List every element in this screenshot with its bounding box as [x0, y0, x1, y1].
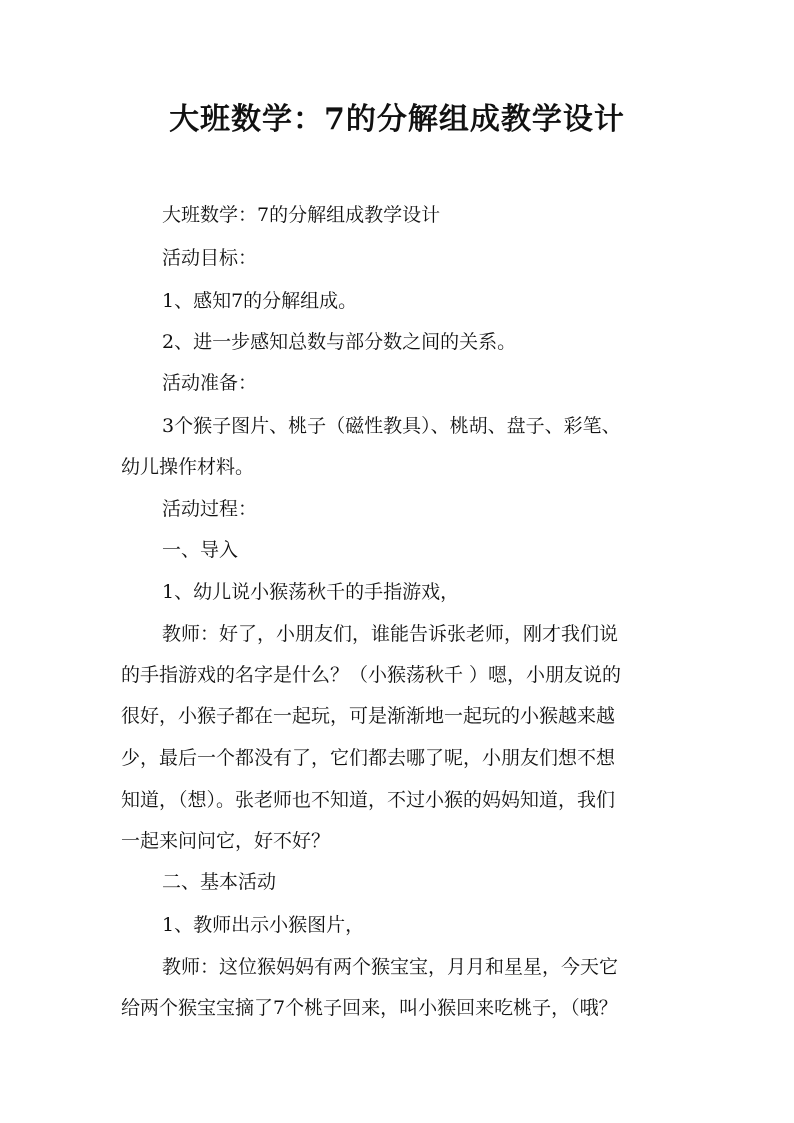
document-title: 大班数学：7的分解组成教学设计 — [169, 102, 625, 137]
text-line: 1、教师出示小猴图片， — [162, 914, 365, 936]
text-line: 教师：好了，小朋友们，谁能告诉张老师，刚才我们说 — [162, 623, 619, 645]
text-line: 1、幼儿说小猴荡秋千的手指游戏， — [162, 581, 460, 603]
text-line: 二、基本活动 — [162, 871, 277, 893]
text-line: 幼儿操作材料。 — [121, 456, 255, 478]
text-line: 2、进一步感知总数与部分数之间的关系。 — [162, 331, 517, 353]
text-line: 一起来问问它，好不好？ — [121, 830, 331, 852]
text-line: 活动目标： — [162, 247, 258, 269]
text-line: 少，最后一个都没有了，它们都去哪了呢，小朋友们想不想 — [121, 747, 616, 769]
text-line: 知道，（想）。张老师也不知道，不过小猴的妈妈知道，我们 — [121, 789, 616, 811]
text-line: 活动准备： — [162, 372, 258, 394]
text-line: 1、感知7的分解组成。 — [162, 290, 358, 312]
text-line: 教师：这位猴妈妈有两个猴宝宝，月月和星星，今天它 — [162, 956, 619, 978]
text-line: 3个猴子图片、桃子（磁性教具）、桃胡、盘子、彩笔、 — [162, 415, 621, 437]
text-line: 大班数学：7的分解组成教学设计 — [162, 204, 441, 226]
text-line: 的手指游戏的名字是什么？（小猴荡秋千 ）嗯，小朋友说的 — [121, 664, 622, 686]
text-line: 一、导入 — [162, 539, 239, 561]
text-line: 很好，小猴子都在一起玩，可是渐渐地一起玩的小猴越来越 — [121, 705, 616, 727]
text-line: 给两个猴宝宝摘了7个桃子回来，叫小猴回来吃桃子，（哦？ — [121, 997, 618, 1019]
text-line: 活动过程： — [162, 498, 258, 520]
